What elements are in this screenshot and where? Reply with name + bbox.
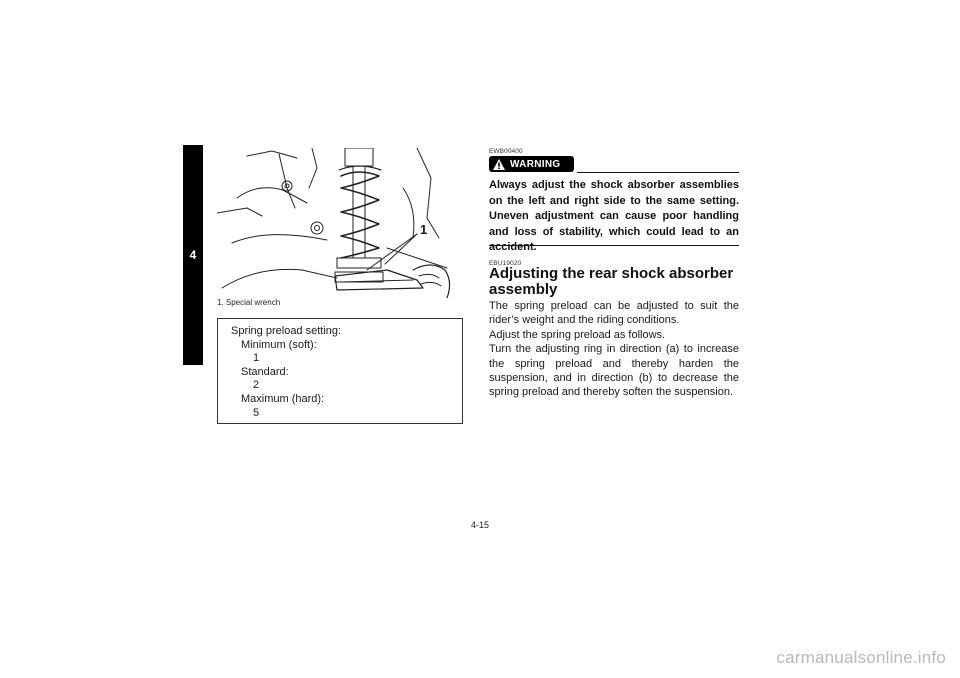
body-paragraph: Turn the adjusting ring in direction (a) to increase the spring preload and thereby harden the suspension, and in direction (b) to decrease the spring preload and thereby soften the suspension. bbox=[489, 343, 739, 399]
warning-header bbox=[489, 156, 739, 174]
warning-badge-label: WARNING bbox=[510, 158, 561, 170]
spec-label-minimum: Minimum (soft): bbox=[241, 338, 317, 351]
section-code: EBU19020 bbox=[489, 260, 522, 267]
figure-caption: 1. Special wrench bbox=[217, 298, 281, 307]
section-body bbox=[489, 299, 739, 400]
chapter-tab-number: 4 bbox=[189, 248, 197, 262]
spec-value-standard: 2 bbox=[253, 379, 260, 392]
spec-label-maximum: Maximum (hard): bbox=[241, 392, 325, 405]
warning-code: EWB00400 bbox=[489, 148, 523, 155]
warning-end-rule bbox=[489, 245, 739, 246]
shock-absorber-illustration bbox=[217, 148, 453, 298]
body-paragraph: The spring preload can be adjusted to suit the rider’s weight and the riding conditions. bbox=[489, 300, 739, 327]
spec-box-title: Spring preload setting: bbox=[231, 325, 342, 337]
spec-value-maximum: 5 bbox=[253, 406, 260, 419]
watermark: carmanualsonline.info bbox=[776, 648, 946, 667]
warning-triangle-icon bbox=[492, 158, 506, 171]
spec-value-minimum: 1 bbox=[253, 352, 260, 365]
warning-badge bbox=[489, 156, 574, 172]
page-number: 4-15 bbox=[470, 520, 489, 530]
figure-callout-number: 1 bbox=[420, 222, 428, 237]
section-heading: Adjusting the rear shock absorber assembly bbox=[489, 265, 734, 298]
chapter-tab bbox=[183, 145, 203, 365]
warning-text: Always adjust the shock absorber assemblies on the left and right side to the same setting. Uneven adjustment can cause poor handling and loss of stability, which could lead to an accident. bbox=[489, 179, 739, 253]
spec-label-standard: Standard: bbox=[241, 365, 289, 378]
warning-header-rule bbox=[577, 172, 739, 173]
spring-preload-setting-box bbox=[217, 318, 463, 424]
body-paragraph: Adjust the spring preload as follows. bbox=[489, 328, 666, 341]
